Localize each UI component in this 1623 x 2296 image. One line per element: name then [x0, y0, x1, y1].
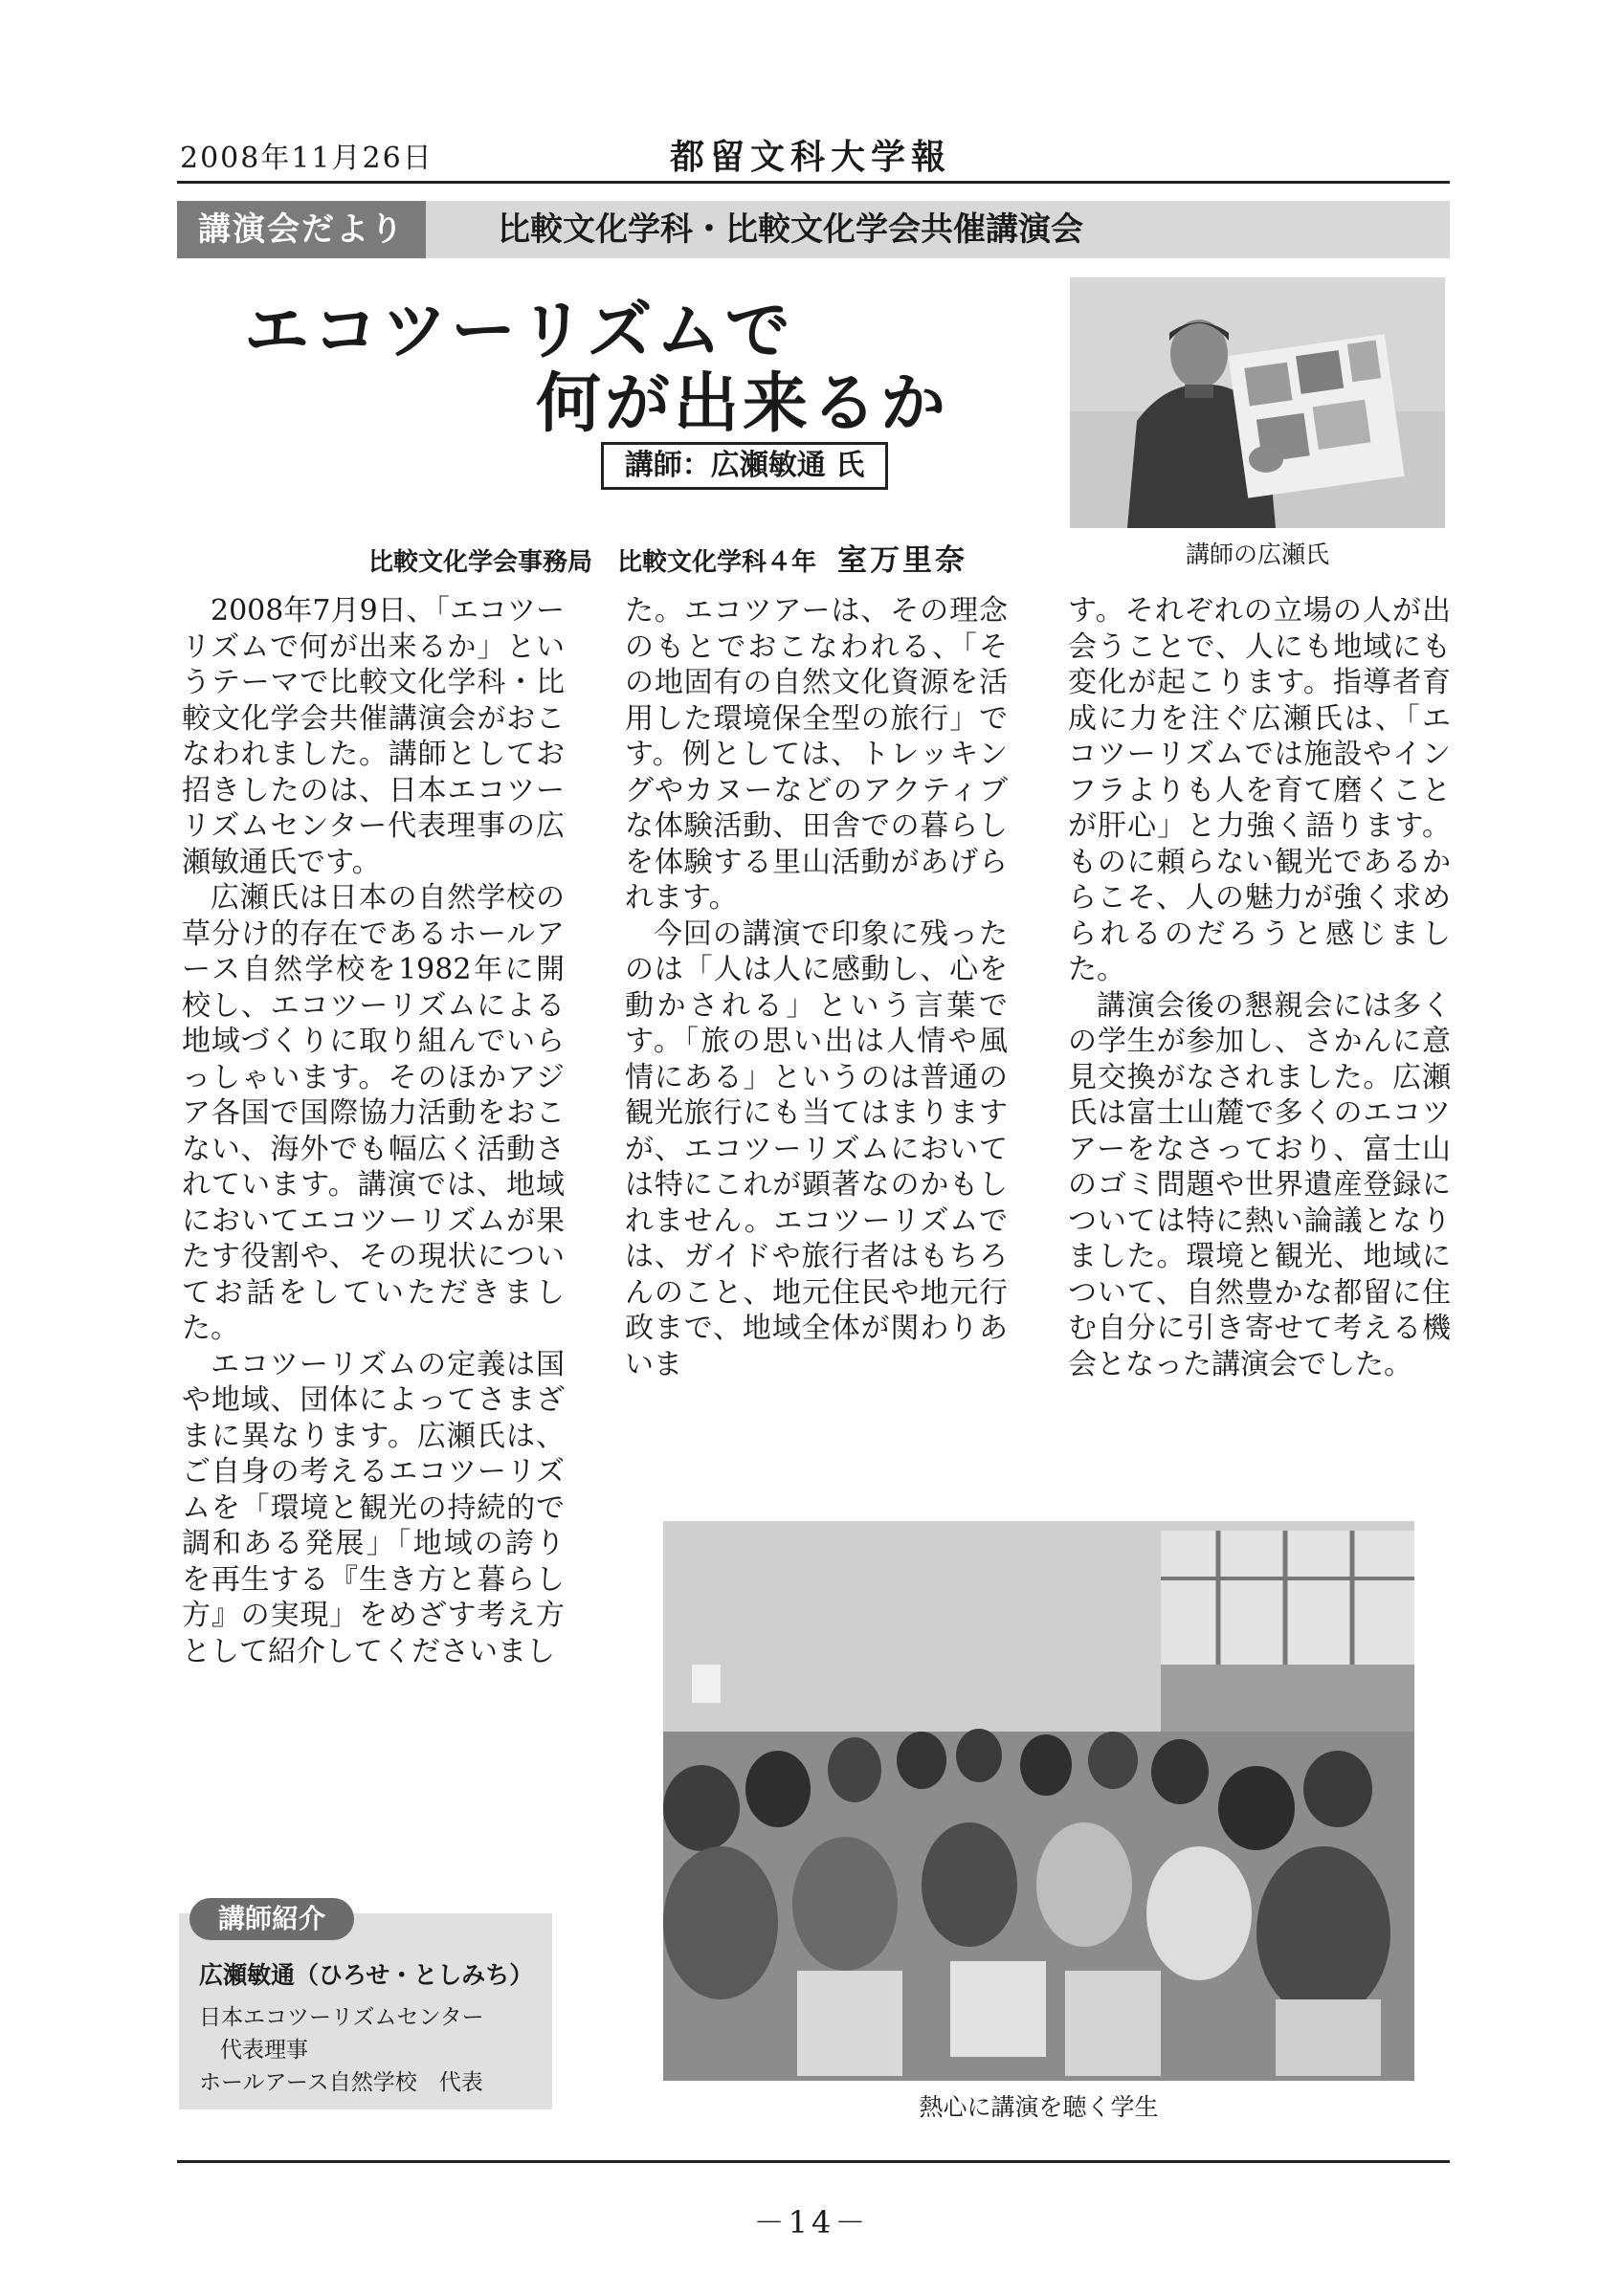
issue-date: 2008年11月26日	[180, 142, 434, 175]
article-paragraph: 2008年7月9日、「エコツーリズムで何が出来るか」というテーマで比較文化学科・比較文化学会共催講演会がおこなわれました。講師としてお招きしたのは、日本エコツーリズムセンター代表理事の広瀬敏通氏です。	[182, 594, 565, 879]
article-paragraph: エコツーリズムの定義は国や地域、団体によってさまざまに異なります。広瀬氏は、ご自身の考えるエコツーリズムを「環境と観光の持続的で調和ある発展」「地域の誇りを再生する『生き方と暮らし方』の実現」をめざす考え方として紹介してくださいまし	[182, 1347, 565, 1668]
footer-divider	[177, 2160, 1450, 2163]
lecturer-affiliation: 日本エコツーリズムセンター	[199, 2005, 484, 2030]
headline-line-2: 何が出来るか	[536, 366, 950, 442]
lecturer-profile-tag: 講師紹介	[189, 1898, 354, 1940]
article-paragraph: た。エコツアーは、その理念のもとでおこなわれる、「その地固有の自然文化資源を活用した環境保全型の旅行」です。例としては、トレッキングやカヌーなどのアクティブな体験活動、田舎での暮らしを体験する里山活動があげられます。	[625, 594, 1008, 915]
lecturer-name: 広瀬敏通（ひろせ・としみち）	[199, 1961, 534, 1989]
article-column-2	[625, 593, 1008, 1382]
page-number: －14－	[753, 2204, 870, 2241]
article-column-1	[182, 593, 565, 1669]
article-paragraph: 講演会後の懇親会には多くの学生が参加し、さかんに意見交換がなされました。広瀬氏は富士山麓で多くのエコツアーをなさっており、富士山のゴミ問題や世界遺産登録については特に熱い論議となりました。環境と観光、地域について、自然豊かな都留に住む自分に引き寄せて考える機会となった講演会でした。	[1068, 988, 1451, 1381]
lecturer-label: 講師：広瀬敏通 氏	[601, 442, 888, 490]
byline-dept: 比較文化学科４年	[617, 548, 817, 577]
article-paragraph: す。それぞれの立場の人が出会うことで、人にも地域にも変化が起こります。指導者育成に力を注ぐ広瀬氏は、「エコツーリズムでは施設やインフラよりも人を育て磨くことが肝心」と力強く語ります。ものに頼らない観光であるからこそ、人の魅力が強く求められるのだろうと感じました。	[1068, 594, 1451, 986]
byline-office: 比較文化学会事務局	[368, 548, 593, 577]
headline-line-1: エコツーリズムで	[244, 294, 794, 369]
byline-author: 室万里奈	[837, 543, 968, 578]
speaker-photo	[1070, 277, 1445, 528]
audience-photo	[663, 1521, 1414, 2081]
article-paragraph: 広瀬氏は日本の自然学校の草分け的存在であるホールアース自然学校を1982年に開校し、エコツーリズムによる地域づくりに取り組んでいらっしゃいます。そのほかアジア各国で国際協力活動をおこない、海外でも幅広く活動されています。講演では、地域においてエコツーリズムが果たす役割や、その現状についてお話をしていただきました。	[182, 881, 565, 1345]
header-divider	[177, 181, 1450, 184]
article-column-3	[1068, 593, 1451, 1382]
section-title: 比較文化学科・比較文化学会共催講演会	[498, 210, 1083, 249]
lecturer-position: 代表理事	[220, 2038, 308, 2063]
byline	[368, 536, 967, 579]
section-tag: 講演会だより	[177, 201, 426, 258]
speaker-photo-caption: 講師の広瀬氏	[1185, 541, 1329, 568]
article-paragraph: 今回の講演で印象に残ったのは「人は人に感動し、心を動かされる」という言葉です。「旅の思い出は人情や風情にある」というのは普通の観光旅行にも当てはまりますが、エコツーリズムにおいては特にこれが顕著なのかもしれません。エコツーリズムでは、ガイドや旅行者はもちろんのこと、地元住民や地元行政まで、地域全体が関わりあいま	[625, 916, 1008, 1381]
publication-title: 都留文科大学報	[670, 137, 952, 177]
audience-photo-caption: 熱心に講演を聴く学生	[919, 2093, 1159, 2121]
lecturer-school: ホールアース自然学校 代表	[199, 2070, 483, 2095]
